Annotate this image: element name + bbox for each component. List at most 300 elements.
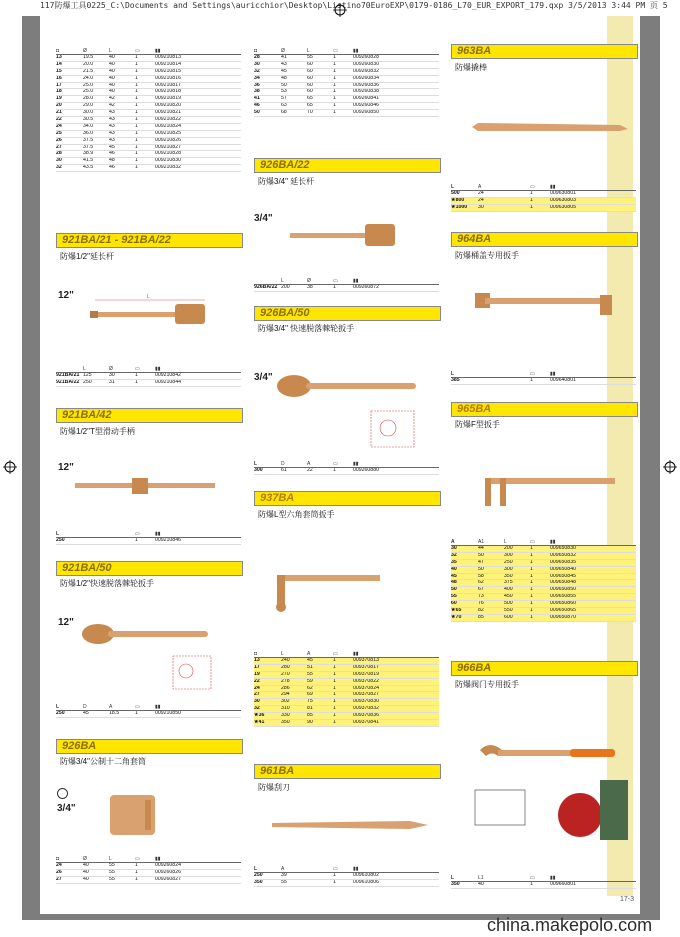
- table-header: [451, 869, 636, 882]
- table-cell: 009210842: [155, 373, 181, 378]
- table-cell: 009370824: [353, 685, 379, 691]
- section-title-964ba: 964BA: [451, 232, 638, 247]
- col1-top-table: [56, 42, 241, 172]
- table-cell: 009260850: [353, 110, 379, 116]
- table-cell: 009210830: [155, 158, 181, 164]
- table-cell: 20: [56, 103, 62, 109]
- table-cell: 19: [56, 96, 62, 102]
- section-title-961ba: 961BA: [254, 764, 441, 779]
- col-header: Ø: [109, 366, 113, 372]
- table-cell: 62: [307, 685, 313, 691]
- table-cell: 009210828: [155, 151, 181, 157]
- table-cell: 29.0: [83, 103, 94, 109]
- table-cell: 28: [56, 151, 62, 157]
- table-cell: 67: [478, 587, 484, 593]
- 961ba-table: [254, 860, 439, 887]
- box-icon: ▭: [530, 371, 535, 377]
- table-row: [56, 158, 241, 165]
- table-cell: 302: [281, 699, 290, 705]
- table-row: [451, 198, 636, 205]
- table-cell: 1: [135, 103, 138, 109]
- table-cell: 31: [109, 379, 115, 385]
- table-cell: 375: [504, 580, 513, 586]
- table-cell: 14: [56, 61, 62, 67]
- table-cell: 37.5: [83, 144, 94, 150]
- table-cell: 27: [56, 144, 62, 150]
- 926ba50-table: [254, 455, 439, 475]
- registration-mark-icon: [663, 460, 677, 474]
- table-row: [56, 131, 241, 138]
- 937ba-table: [254, 645, 439, 727]
- table-cell: 27: [254, 692, 260, 698]
- table-cell: 1: [135, 130, 138, 136]
- table-cell: 22: [56, 117, 62, 123]
- table-cell: 26: [56, 869, 62, 875]
- table-row: [254, 103, 439, 110]
- dimension-label: L: [147, 294, 150, 300]
- table-cell: 22: [307, 468, 313, 473]
- table-header: [56, 850, 241, 863]
- table-cell: 55: [451, 594, 457, 600]
- barcode-icon: ▮▮: [550, 371, 556, 377]
- table-cell: ★70: [451, 614, 462, 620]
- table-cell: 1: [333, 75, 336, 81]
- table-cell: 36: [254, 82, 260, 88]
- table-cell: 30.5: [83, 117, 94, 123]
- table-header: [56, 360, 241, 373]
- table-cell: 009630803: [550, 197, 576, 203]
- table-cell: 1: [530, 191, 533, 196]
- table-header: [56, 698, 241, 711]
- table-cell: 270: [281, 671, 290, 677]
- barcode-icon: ▮▮: [353, 278, 359, 284]
- table-cell: 009210827: [155, 144, 181, 150]
- table-cell: 250: [254, 873, 263, 878]
- barcode-icon: ▮▮: [353, 461, 359, 467]
- table-cell: 76: [478, 601, 484, 607]
- table-row: [56, 711, 241, 718]
- table-cell: 40: [109, 55, 115, 60]
- table-cell: 50: [281, 82, 287, 88]
- drive-size-label: 3/4": [254, 213, 273, 224]
- table-row: [56, 96, 241, 103]
- table-cell: 55: [109, 869, 115, 875]
- table-row: [254, 96, 439, 103]
- table-cell: 65: [307, 103, 313, 109]
- col-header: L: [451, 184, 455, 190]
- table-cell: 34: [254, 75, 260, 81]
- table-cell: 30: [478, 204, 484, 210]
- table-cell: 926BA/22: [254, 285, 278, 290]
- table-row: [254, 679, 439, 686]
- table-cell: 35: [451, 559, 457, 565]
- socket-icon: ◘: [56, 48, 60, 54]
- table-cell: 32: [254, 706, 260, 712]
- drive-size-label: 12": [58, 617, 74, 628]
- table-cell: 1: [530, 614, 533, 620]
- table-cell: 1: [333, 61, 336, 67]
- table-cell: 550: [504, 608, 513, 614]
- box-icon: ▭: [530, 539, 535, 545]
- table-row: [56, 877, 241, 884]
- barcode-icon: ▮▮: [353, 866, 359, 872]
- table-cell: 250: [56, 711, 65, 716]
- col-header: A: [281, 866, 285, 872]
- table-cell: 240: [281, 658, 290, 663]
- table-cell: 24: [254, 685, 260, 691]
- table-row: [56, 538, 241, 545]
- table-cell: 50: [478, 566, 484, 572]
- registration-mark-icon: [3, 460, 17, 474]
- col-header: L: [56, 704, 60, 710]
- table-cell: 1: [530, 608, 533, 614]
- table-cell: 57: [281, 96, 287, 102]
- table-cell: 1: [135, 869, 138, 875]
- table-cell: 24.0: [83, 75, 94, 81]
- table-header: [451, 365, 636, 378]
- col-header: L: [254, 461, 258, 467]
- 921ba50-table: [56, 698, 241, 718]
- table-cell: 009640801: [550, 378, 576, 383]
- table-cell: 60: [307, 82, 313, 88]
- table-cell: 009370822: [353, 678, 379, 684]
- table-cell: 39: [281, 873, 287, 878]
- table-cell: 32: [56, 165, 62, 171]
- table-cell: 200: [504, 546, 513, 551]
- table-row: [56, 62, 241, 69]
- table-cell: 60: [307, 89, 313, 95]
- table-cell: 1: [530, 580, 533, 586]
- table-cell: 41: [281, 55, 287, 60]
- table-cell: 009370836: [353, 713, 379, 719]
- 921ba21-table: [56, 360, 241, 387]
- table-cell: ★1000: [451, 204, 468, 210]
- table-cell: 68: [281, 110, 287, 116]
- barcode-icon: ▮▮: [353, 48, 359, 54]
- table-cell: 30: [451, 546, 457, 551]
- ratchet-diagram-image: [172, 655, 212, 690]
- table-cell: 1: [135, 61, 138, 67]
- table-row: [254, 55, 439, 62]
- table-cell: 125: [83, 373, 92, 378]
- table-cell: 1: [333, 879, 336, 885]
- table-cell: 36.0: [83, 130, 94, 136]
- table-row: [451, 594, 636, 601]
- table-cell: 500: [504, 601, 513, 607]
- table-row: [254, 720, 439, 727]
- table-cell: 009210824: [155, 123, 181, 129]
- box-icon: ▭: [135, 704, 140, 710]
- ratchet-image: [272, 372, 422, 402]
- table-cell: 350: [281, 720, 290, 726]
- table-cell: 40: [83, 863, 89, 868]
- table-row: [451, 608, 636, 615]
- col-header: L: [109, 48, 112, 54]
- table-row: [56, 373, 241, 380]
- table-row: [254, 62, 439, 69]
- table-cell: 009610802: [353, 873, 379, 878]
- table-cell: 41: [254, 96, 260, 102]
- table-cell: 70: [307, 110, 313, 116]
- table-cell: 62: [478, 580, 484, 586]
- table-cell: 200: [281, 285, 290, 290]
- table-cell: 43: [281, 61, 287, 67]
- table-cell: 60: [307, 61, 313, 67]
- table-cell: 009210818: [155, 89, 181, 95]
- table-cell: 37.5: [83, 137, 94, 143]
- table-cell: 48: [451, 580, 457, 586]
- table-cell: 59: [307, 678, 313, 684]
- table-cell: 1: [333, 713, 336, 719]
- table-cell: 009370817: [353, 664, 379, 670]
- table-cell: 82: [478, 608, 484, 614]
- table-cell: 43: [109, 110, 115, 116]
- box-icon: ▭: [135, 531, 140, 537]
- table-cell: 009260834: [353, 75, 379, 81]
- table-cell: 009210820: [155, 103, 181, 109]
- table-cell: 51: [307, 664, 313, 670]
- col-header: D: [83, 704, 87, 710]
- col-header: L: [281, 651, 284, 657]
- 965ba-table: [451, 533, 636, 622]
- table-cell: 009650855: [550, 594, 576, 600]
- table-cell: 42: [109, 96, 115, 102]
- table-cell: 350: [254, 879, 263, 885]
- table-cell: 1: [333, 89, 336, 95]
- table-cell: 009210825: [155, 130, 181, 136]
- table-row: [254, 110, 439, 117]
- drive-size-label: 12": [58, 462, 74, 473]
- table-cell: 009210826: [155, 137, 181, 143]
- 926ba22-table: [254, 272, 439, 292]
- table-cell: 1: [530, 566, 533, 572]
- box-icon: ▭: [135, 856, 140, 862]
- section-subtitle: 防爆F型扳手: [455, 420, 500, 429]
- box-icon: ▭: [333, 651, 338, 657]
- table-cell: 30.0: [83, 110, 94, 116]
- table-cell: 1: [530, 546, 533, 551]
- table-cell: 1: [530, 594, 533, 600]
- section-subtitle: 防爆1/2"快速脱落棘轮扳手: [60, 579, 154, 588]
- table-cell: 009650840: [550, 566, 576, 572]
- col-header: Ø: [281, 48, 285, 54]
- table-cell: 40: [83, 876, 89, 882]
- table-cell: 278: [281, 678, 290, 684]
- table-cell: 009210832: [155, 165, 181, 171]
- frame-right: [640, 16, 660, 914]
- table-cell: 1: [333, 699, 336, 705]
- table-cell: 009260872: [353, 285, 379, 290]
- table-cell: 294: [281, 692, 290, 698]
- table-cell: 009210844: [155, 379, 181, 385]
- table-cell: 1: [333, 873, 336, 878]
- col-header: L: [56, 531, 60, 537]
- table-cell: 55: [109, 876, 115, 882]
- table-cell: 1: [135, 151, 138, 157]
- table-cell: 43: [109, 123, 115, 129]
- table-cell: 1: [135, 123, 138, 129]
- col-header: L: [83, 366, 86, 372]
- table-cell: 18.5: [109, 711, 120, 716]
- page-number: 17-3: [620, 896, 635, 903]
- table-cell: 90: [307, 720, 313, 726]
- table-cell: 600: [504, 614, 513, 620]
- col2-top-table: [254, 42, 439, 117]
- table-cell: 61: [281, 468, 287, 473]
- table-cell: 009630801: [550, 191, 576, 196]
- table-cell: 69: [307, 692, 313, 698]
- table-cell: ★800: [451, 197, 465, 203]
- table-cell: 46: [109, 165, 115, 171]
- col-header: A: [307, 461, 311, 467]
- table-cell: 50: [451, 587, 457, 593]
- table-cell: 009370819: [353, 671, 379, 677]
- table-cell: 250: [504, 559, 513, 565]
- table-cell: 13: [254, 658, 260, 663]
- table-cell: 385: [451, 378, 460, 383]
- table-cell: 350: [504, 573, 513, 579]
- table-cell: [504, 205, 530, 211]
- table-cell: 400: [504, 587, 513, 593]
- table-row: [56, 117, 241, 124]
- col-header: A: [451, 539, 455, 545]
- table-row: [56, 870, 241, 877]
- table-cell: 1: [135, 137, 138, 143]
- table-row: [56, 380, 241, 387]
- table-cell: 55: [281, 879, 287, 885]
- table-cell: 1: [530, 552, 533, 558]
- barcode-icon: ▮▮: [155, 48, 161, 54]
- table-cell: 22: [254, 678, 260, 684]
- table-row: [451, 567, 636, 574]
- table-cell: 32: [451, 552, 457, 558]
- table-cell: 38.9: [83, 151, 94, 157]
- col-header: Ø: [83, 48, 87, 54]
- table-cell: 009260838: [353, 89, 379, 95]
- barcode-icon: ▮▮: [550, 539, 556, 545]
- table-row: [254, 83, 439, 90]
- barcode-icon: ▮▮: [155, 531, 161, 537]
- table-cell: 28: [254, 55, 260, 60]
- table-row: [254, 706, 439, 713]
- table-header: [56, 525, 241, 538]
- table-cell: 40: [109, 75, 115, 81]
- table-cell: 55: [109, 863, 115, 868]
- table-cell: 330: [281, 713, 290, 719]
- table-cell: 009370841: [353, 720, 379, 726]
- table-cell: 24: [56, 123, 62, 129]
- table-cell: 46: [109, 151, 115, 157]
- table-cell: 921BA/22: [56, 379, 80, 385]
- table-row: [254, 658, 439, 665]
- table-cell: 1: [333, 68, 336, 74]
- table-cell: 43.5: [83, 165, 94, 171]
- section-subtitle: 防爆刮刀: [258, 783, 290, 792]
- table-row: [254, 665, 439, 672]
- section-title-926ba22: 926BA/22: [254, 158, 441, 173]
- extension-bar-image: [285, 215, 405, 255]
- table-cell: 16: [56, 75, 62, 81]
- table-cell: 009260836: [353, 82, 379, 88]
- table-row: [451, 191, 636, 198]
- table-cell: ★41: [254, 720, 265, 726]
- table-cell: 009210813: [155, 55, 181, 60]
- table-cell: 1: [135, 158, 138, 164]
- table-header: [254, 272, 439, 285]
- table-cell: 009210850: [155, 711, 181, 716]
- table-cell: 009210814: [155, 61, 181, 67]
- scraper-image: [270, 815, 430, 835]
- table-row: [451, 560, 636, 567]
- table-cell: [504, 191, 530, 197]
- table-cell: 009260826: [155, 869, 181, 875]
- table-cell: 1: [135, 82, 138, 88]
- table-row: [56, 124, 241, 131]
- table-cell: 50: [478, 552, 484, 558]
- table-row: [56, 103, 241, 110]
- table-cell: 009210817: [155, 82, 181, 88]
- table-row: [451, 587, 636, 594]
- table-cell: 009260841: [353, 96, 379, 102]
- table-cell: 17: [56, 82, 62, 88]
- table-cell: 25: [56, 130, 62, 136]
- table-header: [254, 645, 439, 658]
- table-cell: 009210816: [155, 75, 181, 81]
- section-subtitle: 防爆3/4"公制十二角套筒: [60, 757, 146, 766]
- table-cell: 1: [530, 882, 533, 887]
- table-cell: 009370813: [353, 658, 379, 663]
- table-cell: 60: [451, 601, 457, 607]
- table-row: [254, 713, 439, 720]
- section-title-921ba42: 921BA/42: [56, 408, 243, 423]
- table-cell: 19: [254, 671, 260, 677]
- table-cell: 300: [504, 552, 513, 558]
- barcode-icon: ▮▮: [550, 184, 556, 190]
- table-row: [254, 686, 439, 693]
- table-cell: 73: [478, 594, 484, 600]
- table-row: [56, 138, 241, 145]
- section-subtitle: 防爆3/4" 延长杆: [258, 177, 315, 186]
- box-icon: ▭: [333, 866, 338, 872]
- table-row: [56, 76, 241, 83]
- table-cell: 009650835: [550, 559, 576, 565]
- table-row: [254, 672, 439, 679]
- drive-size-label: 12": [58, 290, 74, 301]
- table-cell: 45: [307, 658, 313, 663]
- table-cell: 009260824: [155, 863, 181, 868]
- table-row: [254, 880, 439, 887]
- col-header: A: [307, 651, 311, 657]
- table-cell: 81: [307, 706, 313, 712]
- table-cell: 1: [530, 378, 533, 383]
- table-row: [451, 882, 636, 889]
- table-row: [254, 873, 439, 880]
- table-cell: 40: [109, 89, 115, 95]
- table-cell: 45: [109, 144, 115, 150]
- table-cell: 009650865: [550, 608, 576, 614]
- table-row: [451, 205, 636, 212]
- barcode-icon: ▮▮: [155, 366, 161, 372]
- table-cell: [109, 538, 135, 544]
- table-cell: 63: [281, 103, 287, 109]
- section-title-965ba: 965BA: [451, 402, 638, 417]
- table-cell: 20.0: [83, 61, 94, 67]
- table-cell: 009370830: [353, 699, 379, 705]
- col-header: A: [478, 184, 482, 190]
- table-row: [56, 110, 241, 117]
- table-cell: [307, 873, 333, 879]
- table-row: [56, 69, 241, 76]
